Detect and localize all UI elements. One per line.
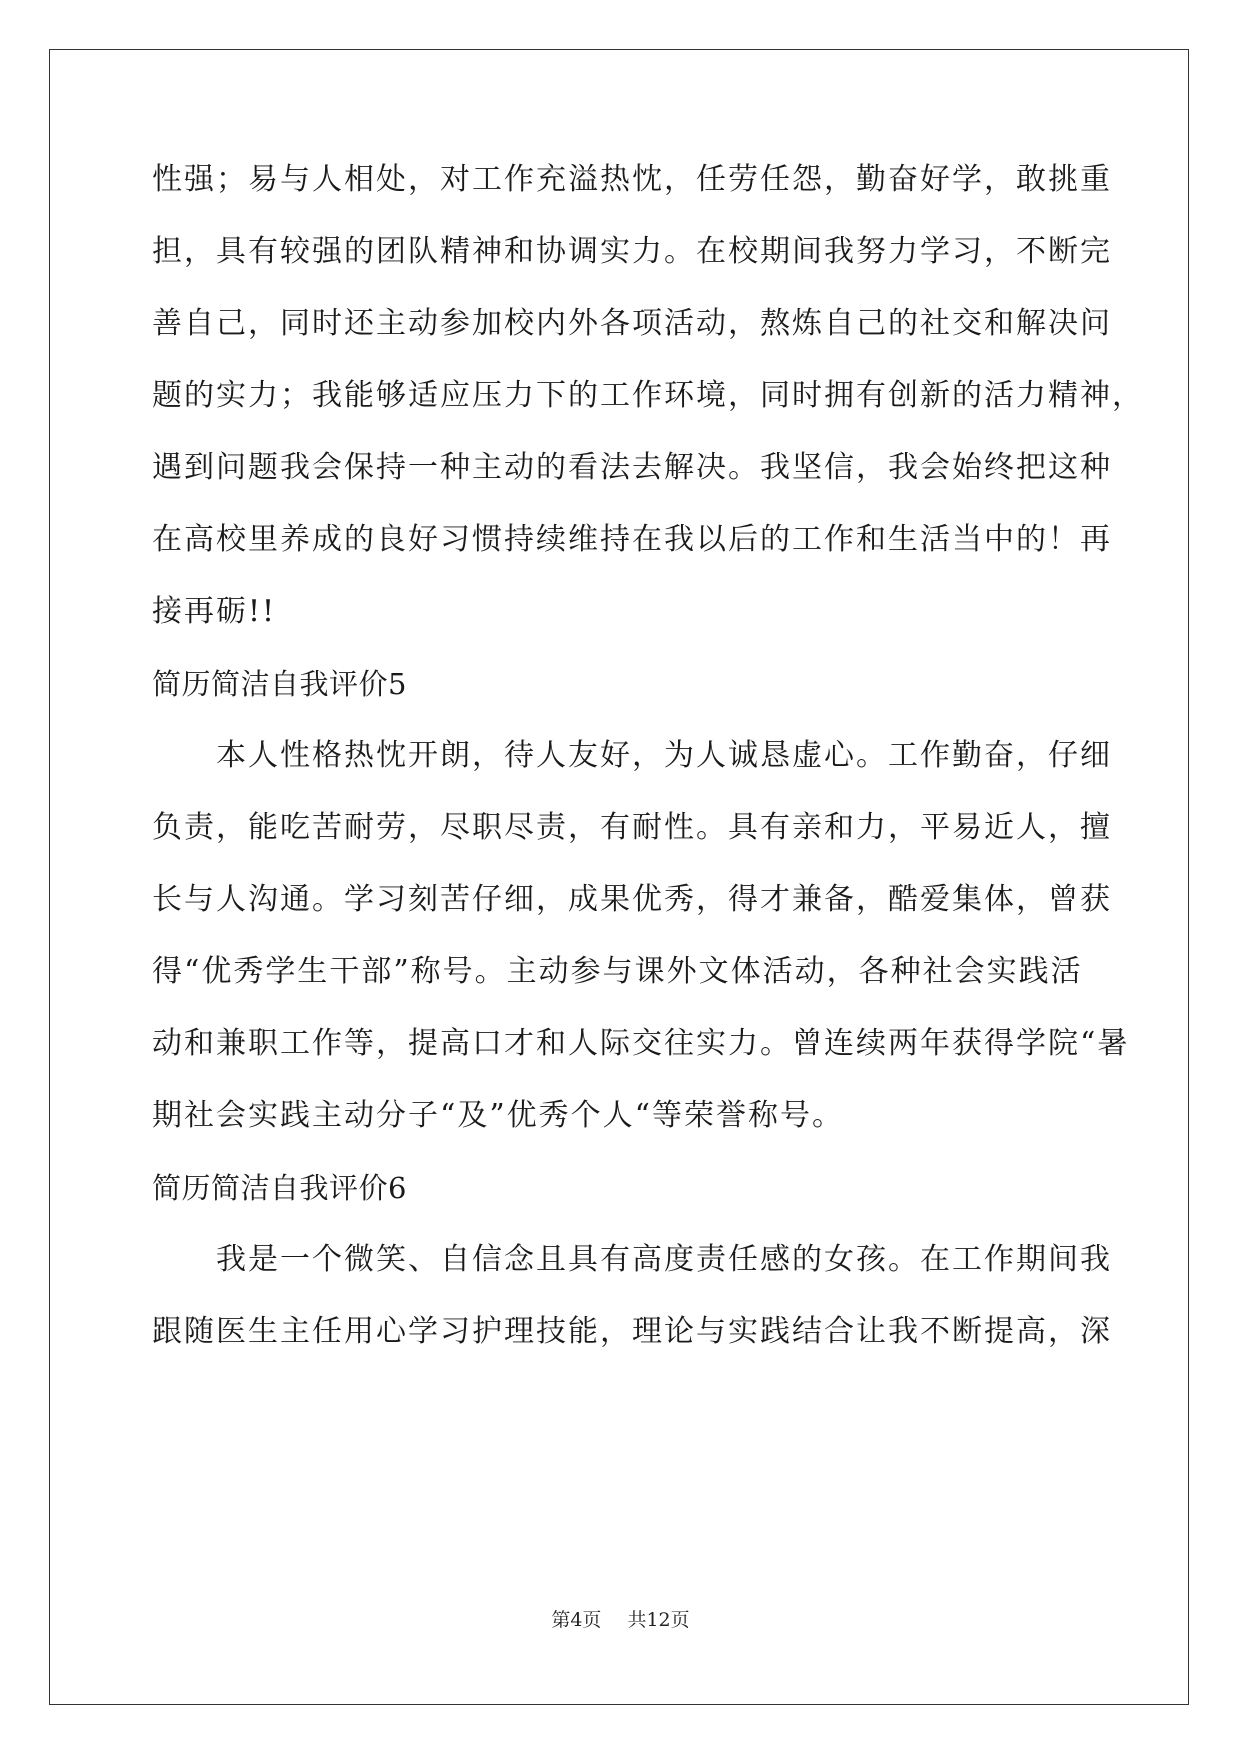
paragraph-line: 善自己，同时还主动参加校内外各项活动，熬炼自己的社交和解决问 [152, 306, 1112, 341]
paragraph-line: 担，具有较强的团队精神和协调实力。在校期间我努力学习，不断完 [152, 234, 1112, 269]
paragraph-line: 得“优秀学生干部”称号。主动参与课外文体活动，各种社会实践活 [152, 954, 1083, 989]
paragraph-line: 动和兼职工作等，提高口才和人际交往实力。曾连续两年获得学院“暑 [152, 1026, 1130, 1061]
page-border [49, 49, 1189, 1705]
page-footer [0, 1605, 1241, 1632]
paragraph-line: 在高校里养成的良好习惯持续维持在我以后的工作和生活当中的！再 [152, 522, 1112, 557]
paragraph-line: 本人性格热忱开朗，待人友好，为人诚恳虚心。工作勤奋，仔细 [152, 738, 1112, 773]
paragraph-line: 题的实力；我能够适应压力下的工作环境，同时拥有创新的活力精神， [152, 378, 1144, 413]
paragraph-line: 接再砺!! [152, 594, 277, 629]
paragraph-line: 期社会实践主动分子“及”优秀个人“等荣誉称号。 [152, 1098, 845, 1133]
paragraph-line: 性强；易与人相处，对工作充溢热忱，任劳任怨，勤奋好学，敢挑重 [152, 162, 1112, 197]
paragraph-line: 我是一个微笑、自信念且具有高度责任感的女孩。在工作期间我 [152, 1242, 1112, 1277]
paragraph-line: 跟随医生主任用心学习护理技能，理论与实践结合让我不断提高，深 [152, 1314, 1112, 1349]
paragraph-line: 负责，能吃苦耐劳，尽职尽责，有耐性。具有亲和力，平易近人，擅 [152, 810, 1112, 845]
total-pages: 共12页 [627, 1609, 690, 1631]
page-number: 第4页 [551, 1609, 602, 1631]
paragraph-line: 长与人沟通。学习刻苦仔细，成果优秀，得才兼备，酷爱集体，曾获 [152, 882, 1112, 917]
paragraph-line: 遇到问题我会保持一种主动的看法去解决。我坚信，我会始终把这种 [152, 450, 1112, 485]
section-heading-5: 简历简洁自我评价5 [152, 667, 407, 701]
section-heading-6: 简历简洁自我评价6 [152, 1171, 407, 1205]
